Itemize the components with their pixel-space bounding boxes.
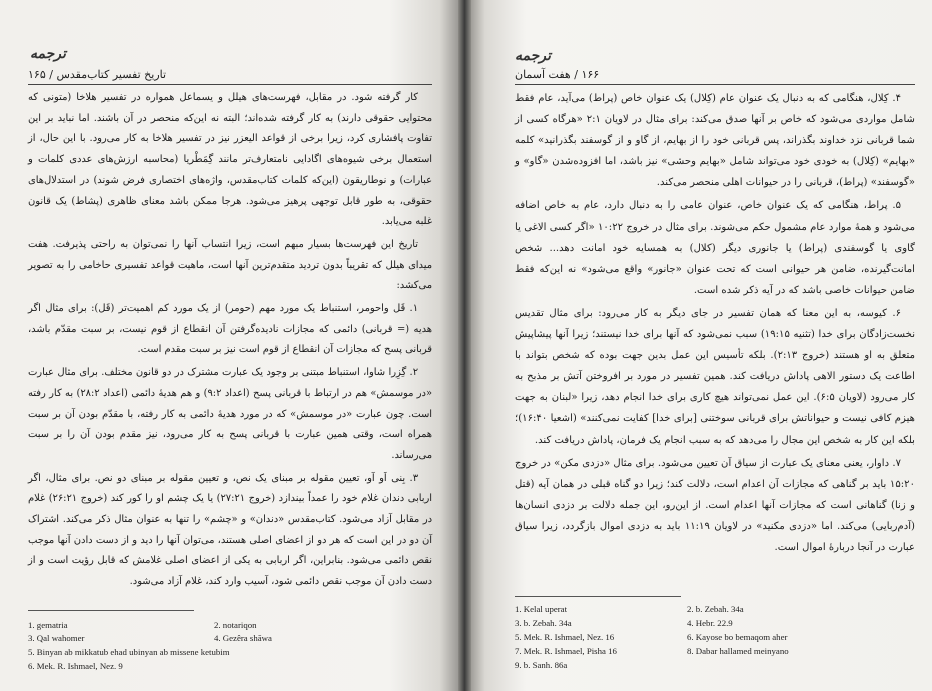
- paragraph: ۵. پراط، هنگامی که یک عنوان خاص، عنوان عامی را به دنبال دارد، عام به خاص اضافه می‌شود و همهٔ موارد عام مشمول حکم می‌شوند. برای مثال در خروج ۱۰:۲۲ «اگر کسی الاغی یا گاوی یا گوسفندی (پراط) یا جانوری دیگر (کلال) به همسایه خود امانت دهد... شخص امانت‌گیرنده، ضامن هر حیوانی است که تحت عنوان «جانور» واقع می‌شود» نه این‌که فقط ضامن حیوانات خاصی باشد که در آیه ذکر شده است.: [515, 200, 915, 296]
- header-title: تاریخ تفسیر کتاب‌مقدس: [56, 68, 167, 81]
- footnote: 6. Kayose bo bemaqom aher: [687, 632, 788, 642]
- page-body: [28, 88, 432, 595]
- footnote: 7. Mek. R. Ishmael, Pisha 16: [515, 646, 617, 656]
- paragraph: کار گرفته شود. در مقابل، فهرست‌های هیلل و یسماعل همواره در تفسیر هلاخا (متونی که محتوایی حقوقی دارند) به کار گرفته شده‌اند؛ البته نه این‌که منحصر در آن باشند. اما نباید بر این تفاوت پافشاری کرد، زیرا برخی از قواعد الیعزر نیز در تفسیر هلاخا به کار می‌رود. با این حال، از استعمال برخی شیوه‌های اگادایی نامتعارف‌تر مانند گِمَطْریا (محاسبه ارزش‌های عددی کلمات و عبارات) و نوطاریقون (این‌که کلمات کتاب‌مقدس، واژه‌های اختصاری فرض شوند) در استدلال‌های حقوقی، به طور قابل توجهی پرهیز می‌شود. هرجا ممکن باشد معنای ظاهری (پشاط) یک قانون غلبه می‌یابد.: [28, 92, 432, 228]
- footnote: 6. Mek. R. Ishmael, Nez. 9: [28, 661, 123, 671]
- logo: ترجمه: [30, 46, 66, 62]
- footnote: 9. b. Sanh. 86a: [515, 660, 568, 670]
- logo: ترجمه: [515, 48, 551, 64]
- footnote-rule: [515, 596, 681, 597]
- footnote: 5. Mek. R. Ishmael, Nez. 16: [515, 632, 615, 642]
- footnote: 3. Qal wahomer: [28, 633, 85, 643]
- page-number: ۱۶۵: [28, 68, 46, 81]
- footnote: 1. Kelal uperat: [515, 604, 568, 614]
- right-page: [471, 0, 932, 691]
- page-number: ۱۶۶: [581, 68, 600, 81]
- footnote: 4. Gezêra shāwa: [214, 633, 272, 643]
- running-header: تاریخ تفسیر کتاب‌مقدس / ۱۶۵: [28, 68, 167, 81]
- footnote: 2. notariqon: [214, 620, 257, 630]
- footnote: 4. Hebr. 22.9: [687, 618, 733, 628]
- book-gutter: [458, 0, 471, 691]
- running-header: ۱۶۶ / هفت آسمان: [515, 68, 600, 81]
- footnote: 3. b. Zebah. 34a: [515, 618, 572, 628]
- footnote: 2. b. Zebah. 34a: [687, 604, 744, 614]
- paragraph: ۴. کِلال، هنگامی که به دنبال یک عنوان عام (کِلال) یک عنوان خاص (پراط) می‌آید، عام فقط شامل مواردی می‌شود که خاص بر آنها صدق می‌کند: برای مثال در لاویان ۲:۱ «هرگاه کسی از شما قربانی نزد خداوند بگذراند، پس قربانی خود را از بهایم، از گاو و از گوسفند بگذرانید» کلمه «بهایم» (کِلال) به خودی خود می‌تواند شامل «بهایم وحشی» نیز باشد، اما افزوده‌شدن «گاو» و «گوسفند» (پراط)، قربانی را در حیوانات اهلی منحصر می‌کند.: [515, 93, 915, 189]
- paragraph: ۶. کیوسه، به این معنا که همان تفسیر در جای دیگر به کار می‌رود: برای مثال تقدیس نخست‌زادگان برای خدا (تثنیه ۱۹:۱۵) سبب نمی‌شود که آنها برای خدا نیستند؛ زیرا آنها پیشاپیش متعلق به او هستند (خروج ۲:۱۳). بلکه تأسیس این عمل بدین جهت بوده که شخص بتواند با اطاعت یک دستور الاهی پاداش دریافت کند. همین تفسیر در مورد بر افروختن آتش بر مذبح به کار می‌رود (لاویان ۶:۵). این عمل نمی‌تواند هیچ کاری برای خدا انجام دهد، زیرا «لبنان به جهت هیزم کافی نیست و حیواناتش برای قربانی سوختنی [برای خدا] کفایت نمی‌کنند» (اشعیا ۱۶:۴۰)؛ بلکه این کار به شخص این مجال را می‌دهد که به سبب انجام یک فرمان، پاداش دریافت کند.: [515, 307, 916, 446]
- paragraph: ۲. گِزِرا شاوا، استنباط مبتنی بر وجود یک عبارت مشترک در دو قانون مختلف. برای مثال عبارت «در موسمش» هم در ارتباط با قربانی پسح (اعداد ۹:۲) و هم هدیهٔ دائمی (اعداد ۲۸:۲) به کار رفته است. چون عبارت «در موسمش» که در مورد هدیهٔ دائمی به کار رفته، با مقدّم بودن آن بر سبت همراه است، وقتی همین عبارت با قربانی پسح به کار می‌رود، نیز مقدم بودن آن را بر سبت می‌رساند.: [28, 367, 432, 461]
- footnote-rule: [28, 610, 194, 611]
- paragraph: ۱. قَل واحومر، استنباط یک مورد مهم (حومر) از یک مورد کم اهمیت‌تر (قَل): برای مثال اگر هدیه (= قربانی) دائمی که مجازات نادیده‌گرفتن آن انقطاع از قوم نیست، بر سبت مقدّم باشد، قربانی پسح که مجازات آن انقطاع از قوم است نیز بر سبت مقدم است.: [28, 303, 432, 356]
- footnote: 5. Binyan ab mikkatub ehad ubinyan ab missene ketubim: [28, 647, 230, 657]
- footnote: 1. gematria: [28, 620, 68, 630]
- paragraph: ۷. داوار، یعنی معنای یک عبارت از سیاق آن تعیین می‌شود. برای مثال «دزدی مکن» در خروج ۱۵:۲۰ باید بر گناهی که مجازات آن اعدام است، دلالت کند؛ زیرا دو گناه قبلی در همان آیه (قتل و زنا) گناهانی است که مجازات آنها اعدام است. از این‌رو، این جمله دلالت بر دزدی انسان‌ها (آدم‌ربایی) می‌کند. اما «دزدی مکنید» در لاویان ۱۱:۱۹ باید به دزدی اموال بازگردد، زیرا سیاق عبارت در آنجا دربارهٔ اموال است.: [515, 457, 915, 553]
- paragraph: تاریخ این فهرست‌ها بسیار مبهم است، زیرا انتساب آنها را نمی‌توان به راحتی پذیرفت. هفت میدای هیلل که تقریباً بدون تردید متقدم‌ترین آنها است، ماهیت قواعد تفسیری حاخامی را به تصویر می‌کشد:: [28, 238, 432, 292]
- left-page: [0, 0, 458, 691]
- header-rule: [515, 84, 915, 85]
- header-rule: [28, 84, 432, 85]
- page-body: [515, 88, 915, 560]
- header-title: هفت آسمان: [515, 68, 571, 81]
- paragraph: ۳. بِنی اَو آو، تعیین مقوله بر مبنای یک نص، و تعیین مقوله بر مبنای دو نص. برای مثال، اگر اربابی دندان غلام خود را عمداً بیندازد (خروج ۲۷:۲۱) یا یک چشم او را کور کند (خروج ۲۶:۲۱) غلام در مقابل آزاد می‌شود. کتاب‌مقدس «دندان» و «چشم» را تنها به عنوان مثال ذکر می‌کند. اشتراک آن دو در این است که هر دو از اعضای اصلی هستند، می‌توان آنها را دید و از دست دادن آنها موجب نقص دائمی می‌شود. بنابراین، اگر اربابی به یکی از اعضای اصلی غلامش که قابل رؤیت است و از دست دادن آن موجب نقص دائمی شود، آسیب وارد کند، غلام آزاد می‌شود.: [28, 472, 432, 588]
- footnote: 8. Dabar hallamed meinyano: [687, 646, 789, 656]
